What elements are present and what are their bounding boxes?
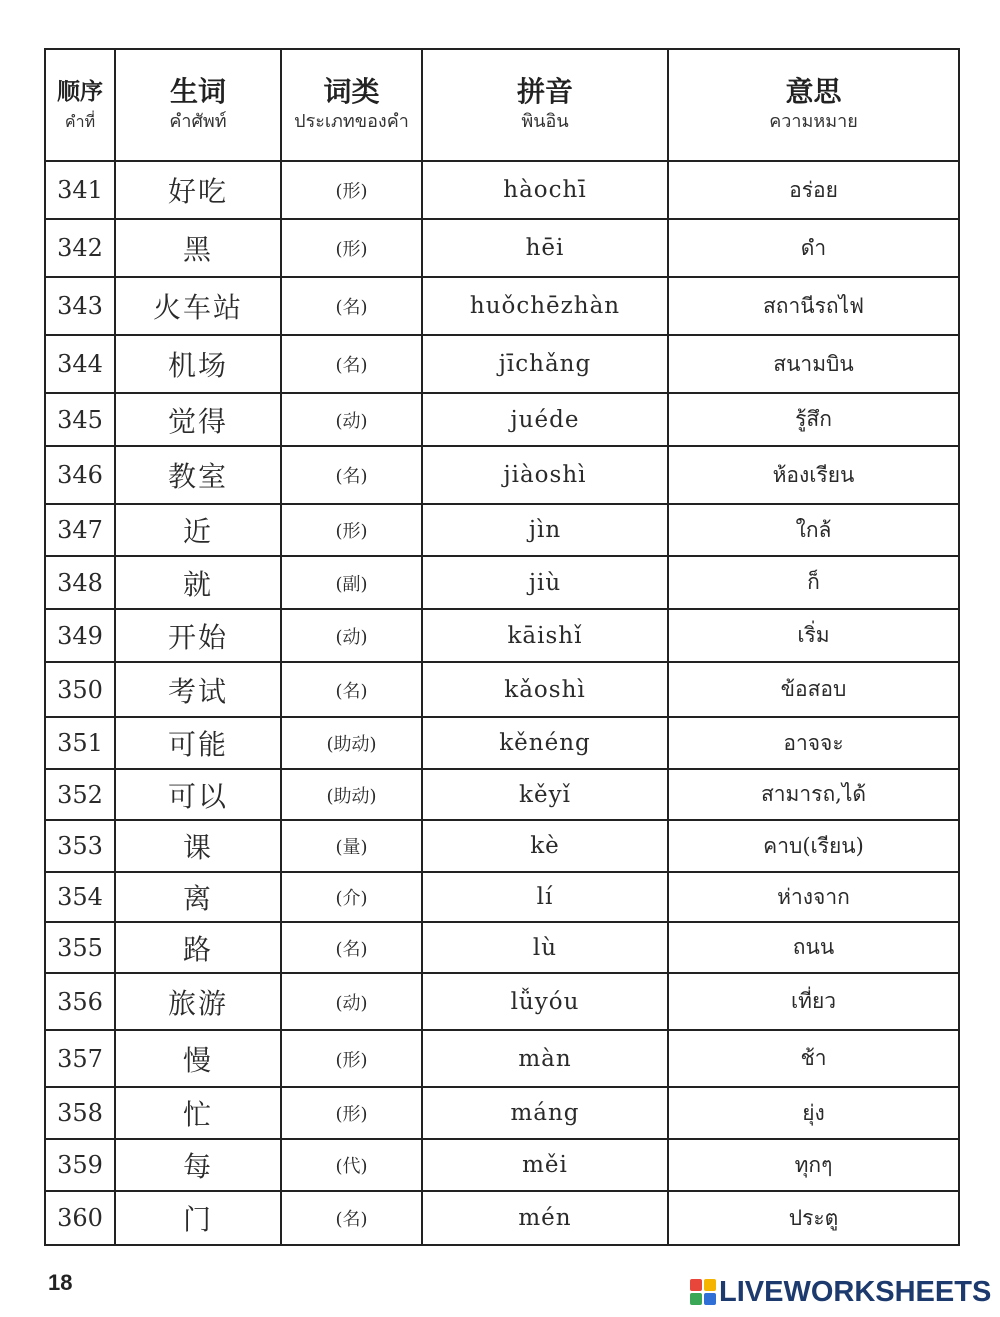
header-pos-zh: 词类 (323, 75, 380, 108)
row-number: 358 (45, 1087, 115, 1139)
row-pinyin: jìn (422, 504, 668, 556)
row-word: 近 (115, 504, 281, 556)
row-number: 353 (45, 820, 115, 872)
row-meaning: ห้องเรียน (668, 446, 959, 504)
row-word: 每 (115, 1139, 281, 1191)
row-pinyin: kè (422, 820, 668, 872)
table-row (45, 717, 959, 769)
row-pinyin: lí (422, 872, 668, 922)
row-word: 火车站 (115, 277, 281, 335)
row-meaning: ข้อสอบ (668, 662, 959, 717)
row-word: 好吃 (115, 161, 281, 219)
header-pinyin (422, 49, 668, 161)
row-number: 352 (45, 769, 115, 820)
table-row (45, 219, 959, 277)
row-word: 慢 (115, 1030, 281, 1087)
table-row (45, 335, 959, 393)
liveworksheets-logo (690, 1276, 991, 1308)
row-part-of-speech: (形) (281, 1030, 422, 1087)
liveworksheets-icon (690, 1279, 716, 1305)
row-pinyin: jiù (422, 556, 668, 609)
row-number: 350 (45, 662, 115, 717)
row-number: 360 (45, 1191, 115, 1245)
row-pinyin: màn (422, 1030, 668, 1087)
vocabulary-table (44, 48, 960, 1246)
page-number: 18 (48, 1270, 73, 1295)
row-part-of-speech: (量) (281, 820, 422, 872)
row-meaning: ช้า (668, 1030, 959, 1087)
row-number: 356 (45, 973, 115, 1030)
table-row (45, 1191, 959, 1245)
row-word: 黑 (115, 219, 281, 277)
table-row (45, 609, 959, 662)
row-meaning: สนามบิน (668, 335, 959, 393)
header-pos-th: ประเภทของคำ (294, 111, 409, 132)
row-meaning: สถานีรถไฟ (668, 277, 959, 335)
row-part-of-speech: (名) (281, 446, 422, 504)
row-part-of-speech: (形) (281, 161, 422, 219)
row-part-of-speech: (代) (281, 1139, 422, 1191)
row-meaning: ก็ (668, 556, 959, 609)
row-number: 348 (45, 556, 115, 609)
row-word: 可能 (115, 717, 281, 769)
row-word: 旅游 (115, 973, 281, 1030)
row-number: 354 (45, 872, 115, 922)
row-word: 教室 (115, 446, 281, 504)
row-meaning: เที่ยว (668, 973, 959, 1030)
table-row (45, 446, 959, 504)
row-number: 355 (45, 922, 115, 973)
table-row (45, 1087, 959, 1139)
row-number: 342 (45, 219, 115, 277)
row-number: 343 (45, 277, 115, 335)
row-meaning: ยุ่ง (668, 1087, 959, 1139)
row-word: 觉得 (115, 393, 281, 446)
row-part-of-speech: (名) (281, 1191, 422, 1245)
table-row (45, 769, 959, 820)
row-number: 359 (45, 1139, 115, 1191)
row-part-of-speech: (动) (281, 393, 422, 446)
row-word: 路 (115, 922, 281, 973)
row-part-of-speech: (名) (281, 277, 422, 335)
row-pinyin: máng (422, 1087, 668, 1139)
table-row (45, 662, 959, 717)
header-word-zh: 生词 (169, 75, 226, 108)
table-row (45, 1030, 959, 1087)
row-word: 就 (115, 556, 281, 609)
header-number-th: คำที่ (64, 112, 96, 131)
row-number: 346 (45, 446, 115, 504)
row-part-of-speech: (形) (281, 219, 422, 277)
header-pinyin-zh: 拼音 (516, 75, 573, 108)
row-number: 347 (45, 504, 115, 556)
row-meaning: รู้สึก (668, 393, 959, 446)
table-row (45, 504, 959, 556)
table-header-row (45, 49, 959, 161)
row-meaning: เริ่ม (668, 609, 959, 662)
row-word: 课 (115, 820, 281, 872)
row-word: 门 (115, 1191, 281, 1245)
row-number: 345 (45, 393, 115, 446)
row-pinyin: měi (422, 1139, 668, 1191)
header-meaning-th: ความหมาย (769, 111, 858, 132)
row-part-of-speech: (形) (281, 504, 422, 556)
table-row (45, 820, 959, 872)
row-meaning: คาบ(เรียน) (668, 820, 959, 872)
table-body (45, 161, 959, 1245)
row-pinyin: hēi (422, 219, 668, 277)
table-row (45, 393, 959, 446)
row-meaning: อร่อย (668, 161, 959, 219)
table-row (45, 922, 959, 973)
row-pinyin: mén (422, 1191, 668, 1245)
row-number: 357 (45, 1030, 115, 1087)
row-number: 351 (45, 717, 115, 769)
row-part-of-speech: (介) (281, 872, 422, 922)
table-row (45, 277, 959, 335)
row-part-of-speech: (动) (281, 973, 422, 1030)
row-part-of-speech: (名) (281, 335, 422, 393)
row-number: 349 (45, 609, 115, 662)
row-part-of-speech: (副) (281, 556, 422, 609)
brand-text: LIVEWORKSHEETS (719, 1275, 992, 1308)
row-word: 考试 (115, 662, 281, 717)
row-pinyin: lù (422, 922, 668, 973)
row-word: 忙 (115, 1087, 281, 1139)
header-word (115, 49, 281, 161)
row-pinyin: juéde (422, 393, 668, 446)
row-pinyin: jiàoshì (422, 446, 668, 504)
row-part-of-speech: (形) (281, 1087, 422, 1139)
row-meaning: ใกล้ (668, 504, 959, 556)
row-part-of-speech: (名) (281, 922, 422, 973)
row-pinyin: kěnéng (422, 717, 668, 769)
row-meaning: ทุกๆ (668, 1139, 959, 1191)
row-meaning: ดำ (668, 219, 959, 277)
row-pinyin: jīchǎng (422, 335, 668, 393)
row-meaning: ห่างจาก (668, 872, 959, 922)
row-pinyin: kěyǐ (422, 769, 668, 820)
row-meaning: ถนน (668, 922, 959, 973)
table-row (45, 973, 959, 1030)
header-meaning-zh: 意思 (785, 75, 842, 108)
row-pinyin: huǒchēzhàn (422, 277, 668, 335)
row-word: 开始 (115, 609, 281, 662)
header-number-zh: 顺序 (57, 78, 103, 105)
header-pos (281, 49, 422, 161)
header-number (45, 49, 115, 161)
table-row (45, 161, 959, 219)
row-pinyin: hàochī (422, 161, 668, 219)
row-number: 344 (45, 335, 115, 393)
row-meaning: ประตู (668, 1191, 959, 1245)
row-number: 341 (45, 161, 115, 219)
row-part-of-speech: (助动) (281, 717, 422, 769)
table-row (45, 872, 959, 922)
row-pinyin: lǚyóu (422, 973, 668, 1030)
header-pinyin-th: พินอิน (521, 111, 569, 132)
row-part-of-speech: (名) (281, 662, 422, 717)
row-pinyin: kāishǐ (422, 609, 668, 662)
row-pinyin: kǎoshì (422, 662, 668, 717)
header-meaning (668, 49, 959, 161)
row-word: 离 (115, 872, 281, 922)
row-word: 可以 (115, 769, 281, 820)
row-meaning: อาจจะ (668, 717, 959, 769)
row-part-of-speech: (动) (281, 609, 422, 662)
table-row (45, 556, 959, 609)
row-word: 机场 (115, 335, 281, 393)
table-row (45, 1139, 959, 1191)
header-word-th: คำศัพท์ (169, 111, 227, 132)
row-part-of-speech: (助动) (281, 769, 422, 820)
row-meaning: สามารถ,ได้ (668, 769, 959, 820)
